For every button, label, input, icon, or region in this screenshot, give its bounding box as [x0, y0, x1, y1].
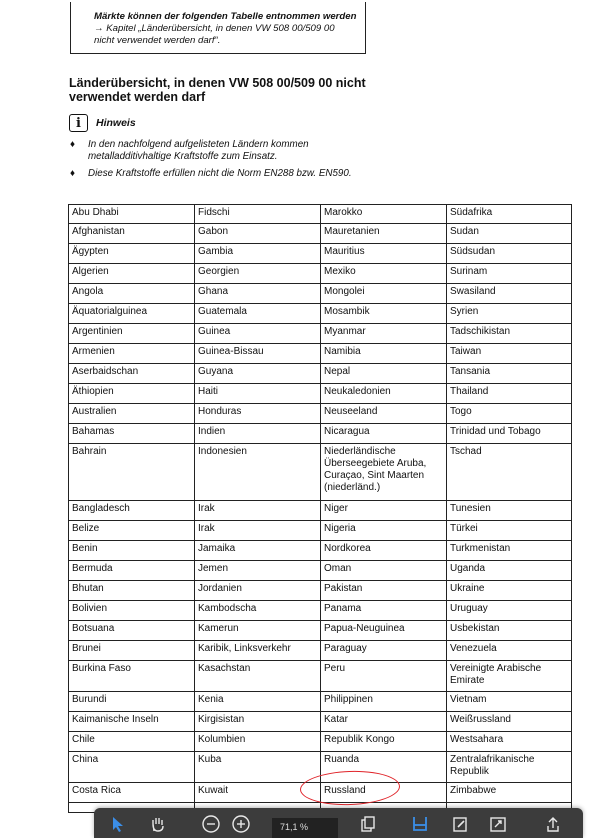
country-cell: Äthiopien	[69, 384, 195, 404]
viewer-toolbar	[94, 808, 583, 838]
table-row	[69, 424, 572, 444]
table-row	[69, 641, 572, 661]
country-cell: Russland	[321, 783, 447, 803]
country-cell: China	[69, 752, 195, 783]
country-cell: Kirgisistan	[195, 712, 321, 732]
country-cell: Nordkorea	[321, 541, 447, 561]
bullet-icon: ♦	[70, 139, 75, 150]
table-row	[69, 404, 572, 424]
country-cell: Tansania	[447, 364, 572, 384]
country-cell: Indien	[195, 424, 321, 444]
country-cell: Bermuda	[69, 561, 195, 581]
country-cell: Myanmar	[321, 324, 447, 344]
country-cell: Bhutan	[69, 581, 195, 601]
bullet-text: Diese Kraftstoffe erfüllen nicht die Norm EN288 bzw. EN590.	[88, 168, 352, 179]
country-cell: Ukraine	[447, 581, 572, 601]
country-cell: Tadschikistan	[447, 324, 572, 344]
country-cell: Katar	[321, 712, 447, 732]
country-cell: Mexiko	[321, 264, 447, 284]
country-cell: Nigeria	[321, 521, 447, 541]
country-cell: Bolivien	[69, 601, 195, 621]
table-row	[69, 444, 572, 501]
country-cell: Niederländische Überseegebiete Aruba, Curaçao, Sint Maarten (niederländ.)	[321, 444, 447, 501]
country-cell: Aserbaidschan	[69, 364, 195, 384]
country-cell: Paraguay	[321, 641, 447, 661]
table-row	[69, 521, 572, 541]
country-cell: Mosambik	[321, 304, 447, 324]
table-row	[69, 224, 572, 244]
country-cell: Panama	[321, 601, 447, 621]
country-cell: Guyana	[195, 364, 321, 384]
table-row	[69, 581, 572, 601]
country-cell: Mongolei	[321, 284, 447, 304]
zoom-out-icon[interactable]	[202, 816, 220, 832]
country-cell: Burundi	[69, 692, 195, 712]
country-cell: Usbekistan	[447, 621, 572, 641]
zoom-level-field[interactable]: 71,1 %	[272, 818, 338, 838]
country-cell: Vereinigte Arabische Emirate	[447, 661, 572, 692]
country-cell: Philippinen	[321, 692, 447, 712]
country-cell: Syrien	[447, 304, 572, 324]
country-cell: Ruanda	[321, 752, 447, 783]
country-cell: Marokko	[321, 205, 447, 224]
bullet-text: In den nachfolgend aufgelisteten Ländern kommen metalladditivhaltige Kraftstoffe zum Einsatz.	[88, 139, 309, 162]
table-row	[69, 344, 572, 364]
table-row	[69, 541, 572, 561]
country-cell: Kamerun	[195, 621, 321, 641]
country-cell: Australien	[69, 404, 195, 424]
country-cell: Kuwait	[195, 783, 321, 803]
country-cell: Westsahara	[447, 732, 572, 752]
country-cell: Kuba	[195, 752, 321, 783]
share-icon[interactable]	[546, 816, 560, 832]
note-box	[70, 2, 366, 54]
hinweis-label: Hinweis	[96, 117, 136, 129]
country-cell: Haiti	[195, 384, 321, 404]
country-cell: Irak	[195, 521, 321, 541]
table-row	[69, 712, 572, 732]
country-cell: Trinidad und Tobago	[447, 424, 572, 444]
country-cell: Guinea-Bissau	[195, 344, 321, 364]
country-cell: Türkei	[447, 521, 572, 541]
table-row	[69, 264, 572, 284]
country-cell: Nicaragua	[321, 424, 447, 444]
table-row	[69, 661, 572, 692]
country-cell: Gambia	[195, 244, 321, 264]
country-cell: Namibia	[321, 344, 447, 364]
info-icon: i	[69, 114, 88, 132]
country-cell: Argentinien	[69, 324, 195, 344]
country-cell: Peru	[321, 661, 447, 692]
country-cell: Vietnam	[447, 692, 572, 712]
country-cell: Abu Dhabi	[69, 205, 195, 224]
table-row	[69, 561, 572, 581]
note-rest-text: → Kapitel „Länderübersicht, in denen VW 508 00/509 00 nicht verwendet werden darf“.	[94, 23, 335, 46]
country-cell: Benin	[69, 541, 195, 561]
country-cell: Angola	[69, 284, 195, 304]
table-row	[69, 364, 572, 384]
country-cell: Turkmenistan	[447, 541, 572, 561]
table-row	[69, 501, 572, 521]
country-cell: Jamaika	[195, 541, 321, 561]
country-cell: Sudan	[447, 224, 572, 244]
country-cell: Costa Rica	[69, 783, 195, 803]
country-cell: Papua-Neuguinea	[321, 621, 447, 641]
country-cell: Gabon	[195, 224, 321, 244]
country-cell: Neuseeland	[321, 404, 447, 424]
bullet-icon: ♦	[70, 168, 75, 179]
country-cell: Mauritius	[321, 244, 447, 264]
copy-icon[interactable]	[360, 816, 376, 832]
zoom-in-icon[interactable]	[232, 816, 250, 832]
country-cell: Guinea	[195, 324, 321, 344]
country-cell: Nepal	[321, 364, 447, 384]
edit-icon[interactable]	[452, 816, 468, 832]
country-cell: Uruguay	[447, 601, 572, 621]
country-cell: Venezuela	[447, 641, 572, 661]
table-row	[69, 284, 572, 304]
country-cell: Bahrain	[69, 444, 195, 501]
country-cell: Thailand	[447, 384, 572, 404]
country-cell: Kambodscha	[195, 601, 321, 621]
table-row	[69, 601, 572, 621]
country-cell: Zentralafrikanische Republik	[447, 752, 572, 783]
country-cell: Afghanistan	[69, 224, 195, 244]
country-cell: Kolumbien	[195, 732, 321, 752]
table-row	[69, 304, 572, 324]
country-cell: Chile	[69, 732, 195, 752]
country-cell: Honduras	[195, 404, 321, 424]
country-cell: Burkina Faso	[69, 661, 195, 692]
country-cell: Oman	[321, 561, 447, 581]
country-cell: Jordanien	[195, 581, 321, 601]
country-cell: Irak	[195, 501, 321, 521]
country-cell: Indonesien	[195, 444, 321, 501]
table-row	[69, 732, 572, 752]
country-cell: Taiwan	[447, 344, 572, 364]
country-cell: Zimbabwe	[447, 783, 572, 803]
country-cell: Armenien	[69, 344, 195, 364]
country-cell: Togo	[447, 404, 572, 424]
country-cell: Tschad	[447, 444, 572, 501]
table-row	[69, 384, 572, 404]
country-cell: Fidschi	[195, 205, 321, 224]
hand-icon[interactable]	[150, 816, 166, 832]
country-cell: Ghana	[195, 284, 321, 304]
country-cell: Brunei	[69, 641, 195, 661]
country-cell: Südafrika	[447, 205, 572, 224]
country-cell: Tunesien	[447, 501, 572, 521]
country-cell: Neukaledonien	[321, 384, 447, 404]
table-row	[69, 244, 572, 264]
country-cell: Kenia	[195, 692, 321, 712]
country-cell: Karibik, Linksverkehr	[195, 641, 321, 661]
country-cell: Jemen	[195, 561, 321, 581]
table-row	[69, 621, 572, 641]
section-heading: Länderübersicht, in denen VW 508 00/509 00 nicht verwendet werden darf	[69, 76, 366, 104]
country-cell: Ägypten	[69, 244, 195, 264]
comment-icon[interactable]	[490, 816, 506, 832]
country-cell: Guatemala	[195, 304, 321, 324]
country-cell: Kasachstan	[195, 661, 321, 692]
table-row	[69, 692, 572, 712]
country-cell: Pakistan	[321, 581, 447, 601]
select-arrow-icon[interactable]	[112, 816, 124, 832]
country-cell: Belize	[69, 521, 195, 541]
country-cell: Algerien	[69, 264, 195, 284]
country-cell: Weißrussland	[447, 712, 572, 732]
country-cell: Kaimanische Inseln	[69, 712, 195, 732]
country-cell: Niger	[321, 501, 447, 521]
note-bold-text: Märkte können der folgenden Tabelle entnommen werden	[94, 11, 357, 22]
country-cell: Georgien	[195, 264, 321, 284]
country-cell: Mauretanien	[321, 224, 447, 244]
country-cell: Bahamas	[69, 424, 195, 444]
country-table	[68, 204, 572, 813]
country-cell: Republik Kongo	[321, 732, 447, 752]
table-row	[69, 205, 572, 224]
country-cell: Südsudan	[447, 244, 572, 264]
country-cell: Uganda	[447, 561, 572, 581]
country-cell: Botsuana	[69, 621, 195, 641]
country-cell: Swasiland	[447, 284, 572, 304]
country-cell: Surinam	[447, 264, 572, 284]
country-cell: Äquatorialguinea	[69, 304, 195, 324]
table-row	[69, 324, 572, 344]
fit-page-icon[interactable]	[412, 816, 428, 832]
country-cell: Bangladesch	[69, 501, 195, 521]
